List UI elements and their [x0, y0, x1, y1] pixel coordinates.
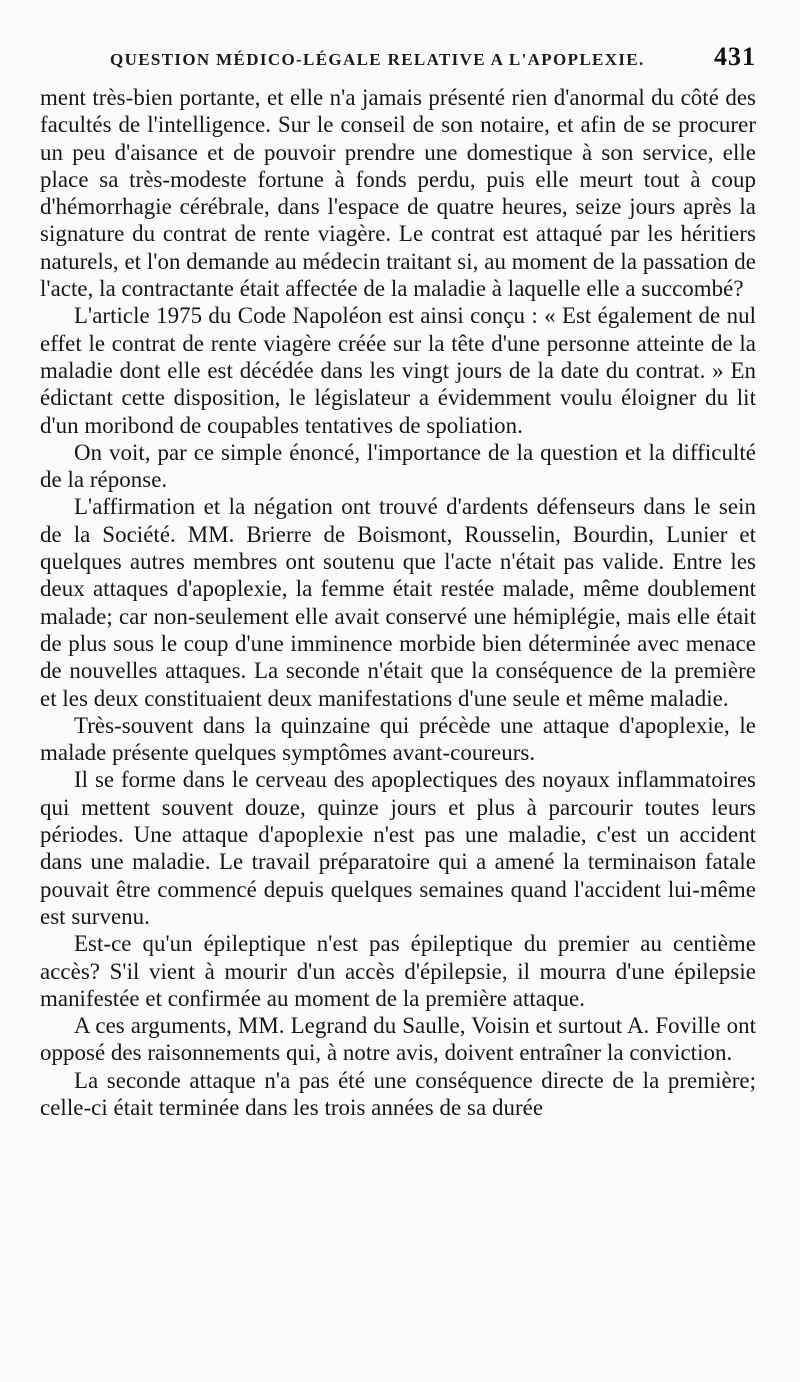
paragraph: On voit, par ce simple énoncé, l'importance de la question et la difficulté de la réponse. — [40, 439, 756, 493]
paragraph: Il se forme dans le cerveau des apoplectiques des noyaux inflammatoires qui mettent souvent douze, quinze jours et plus à parcourir toutes leurs périodes. Une attaque d'apoplexie n'est pas une maladie, c'est un accident dans une maladie. Le travail préparatoire qui a amené la terminaison fatale pouvait être commencé depuis quelques semaines quand l'accident lui-même est survenu. — [40, 767, 756, 929]
paragraph: A ces arguments, MM. Legrand du Saulle, Voisin et surtout A. Foville ont opposé des raisonnements qui, à notre avis, doivent entraîner la conviction. — [40, 1013, 756, 1066]
page-number: 431 — [714, 42, 756, 71]
page-header — [40, 42, 756, 76]
paragraph: L'affirmation et la négation ont trouvé d'ardents défenseurs dans le sein de la Société. MM. Brierre de Boismont, Rousselin, Bourdin, Lunier et quelques autres membres ont soutenu que l'acte n'était pas valide. Entre les deux attaques d'apoplexie, la femme était restée malade, même doublement malade; car non-seulement elle avait conservé une hémiplégie, mais elle était de plus sous le coup d'une imminence morbide bien déterminée avec menace de nouvelles attaques. La seconde n'était que la conséquence de la première et les deux constituaient deux manifestations d'une seule et même maladie. — [40, 494, 756, 711]
running-title: QUESTION MÉDICO-LÉGALE RELATIVE A L'APOPLEXIE. — [110, 50, 645, 69]
body-text — [40, 84, 756, 1121]
paragraph: Est-ce qu'un épileptique n'est pas épileptique du premier au centième accès? S'il vient à mourir d'un accès d'épilepsie, il mourra d'une épilepsie manifestée et confirmée au moment de la première attaque. — [40, 931, 756, 1011]
paragraph: Très-souvent dans la quinzaine qui précède une attaque d'apoplexie, le malade présente quelques symptômes avant-coureurs. — [40, 712, 756, 766]
paragraph: ment très-bien portante, et elle n'a jamais présenté rien d'anormal du côté des facultés de l'intelligence. Sur le conseil de son notaire, et afin de se procurer un peu d'aisance et de pouvoir prendre une domestique à son service, elle place sa très-modeste fortune à fonds perdu, puis elle meurt tout à coup d'hémorrhagie cérébrale, dans l'espace de quatre heures, seize jours après la signature du contrat de rente viagère. Le contrat est attaqué par les héritiers naturels, et l'on demande au médecin traitant si, au moment de la passation de l'acte, la contractante était affectée de la maladie à laquelle elle a succombé? — [40, 85, 756, 302]
paragraph: La seconde attaque n'a pas été une conséquence directe de la première; celle-ci était terminée dans les trois années de sa durée — [40, 1067, 756, 1120]
paragraph: L'article 1975 du Code Napoléon est ainsi conçu : « Est également de nul effet le contrat de rente viagère créée sur la tête d'une personne atteinte de la maladie dont elle est décédée dans les vingt jours de la date du contrat. » En édictant cette disposition, le législateur a évidemment voulu éloigner du lit d'un moribond de coupables tentatives de spoliation. — [40, 303, 756, 438]
